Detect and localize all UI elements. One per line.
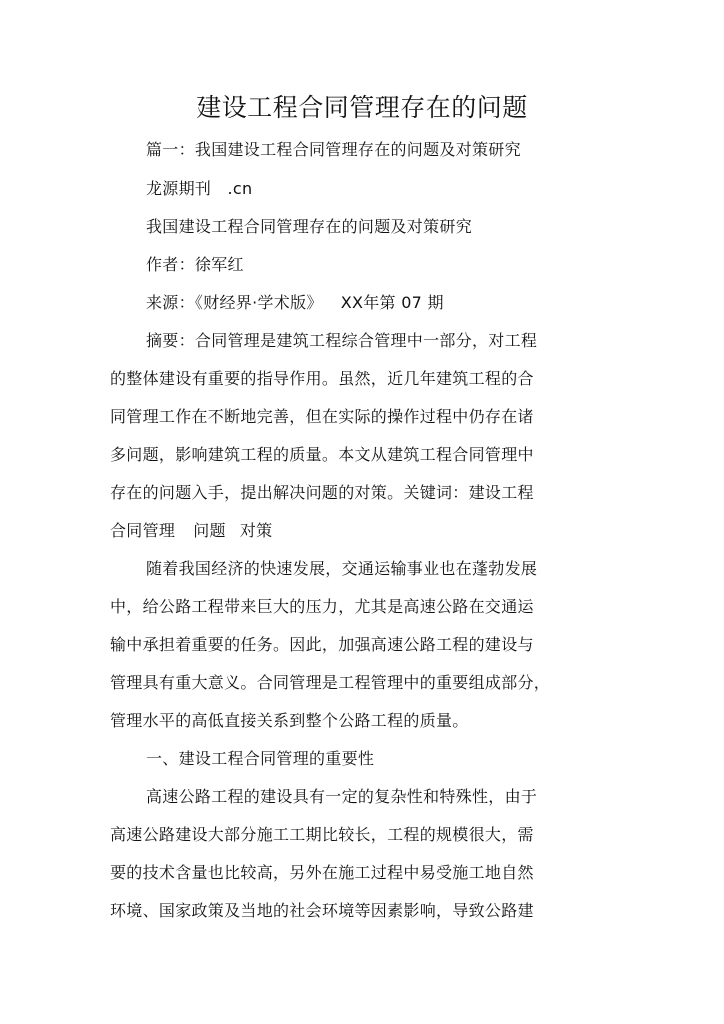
- source-line: [146, 290, 444, 313]
- paragraph-line: 输中承担着重要的任务。因此，加强高速公路工程的建设与: [110, 635, 534, 654]
- abstract-line: 存在的问题入手，提出解决问题的对策。关键词：建设工程: [110, 483, 534, 502]
- section-heading: 一、建设工程合同管理的重要性: [146, 749, 375, 768]
- header-line-author: 作者：徐军红: [146, 255, 244, 274]
- paragraph-line: 要的技术含量也比较高，另外在施工过程中易受施工地自然: [110, 863, 534, 882]
- keywords-line: [110, 518, 272, 541]
- header-line-article: 篇一：我国建设工程合同管理存在的问题及对策研究: [146, 140, 521, 159]
- header-line-journal: 龙源期刊 .cn: [146, 179, 253, 198]
- paragraph-line: 环境、国家政策及当地的社会环境等因素影响，导致公路建: [110, 901, 534, 920]
- paragraph-line: 随着我国经济的快速发展，交通运输事业也在蓬勃发展: [146, 559, 538, 578]
- document-title: 建设工程合同管理存在的问题: [196, 93, 528, 122]
- paragraph-line: 中，给公路工程带来巨大的压力，尤其是高速公路在交通运: [110, 597, 534, 616]
- keyword: 合同管理: [110, 521, 176, 540]
- paragraph-line: 高速公路工程的建设具有一定的复杂性和特殊性，由于: [146, 787, 538, 806]
- header-line-subtitle: 我国建设工程合同管理存在的问题及对策研究: [146, 217, 473, 236]
- abstract-line: 摘要：合同管理是建筑工程综合管理中一部分，对工程: [146, 331, 538, 350]
- paragraph-line: 高速公路建设大部分施工工期比较长，工程的规模很大，需: [110, 825, 534, 844]
- paragraph-line: 管理具有重大意义。合同管理是工程管理中的重要组成部分，: [110, 673, 551, 692]
- abstract-line: 多问题，影响建筑工程的质量。本文从建筑工程合同管理中: [110, 445, 534, 464]
- source-label: 来源：《财经界·学术版》: [146, 293, 323, 312]
- keyword: 问题: [193, 521, 226, 540]
- keyword: 对策: [239, 521, 273, 540]
- abstract-line: 同管理工作在不断地完善，但在实际的操作过程中仍存在诸: [110, 407, 534, 426]
- abstract-line: 的整体建设有重要的指导作用。虽然，近几年建筑工程的合: [110, 369, 534, 388]
- source-issue: XX年第 07 期: [340, 293, 444, 312]
- paragraph-line: 管理水平的高低直接关系到整个公路工程的质量。: [110, 711, 469, 730]
